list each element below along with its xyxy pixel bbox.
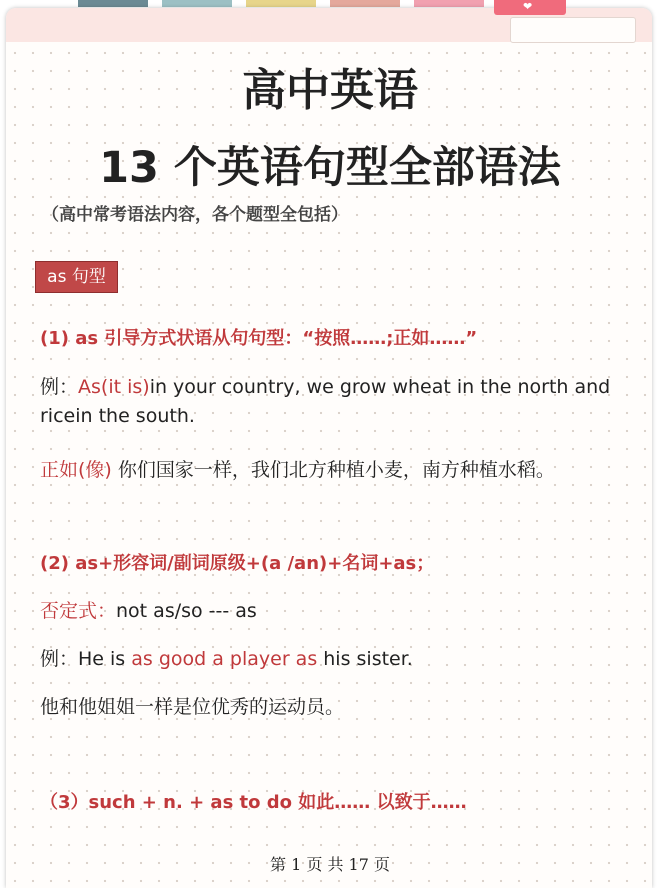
section-tag: as 句型 [35,261,118,293]
heart-icon: ❤ [523,0,533,13]
current-page-number: 1 [291,855,302,874]
tab-strip-5 [414,0,484,7]
example-rest: in your country, we grow wheat in the north and [149,376,611,398]
tab-strip-4 [330,0,400,7]
example-rest: his sister. [317,648,413,670]
section-3-heading: （3）such + n. + as to do 如此…… 以致于…… [40,792,467,813]
total-page-count: 17 [348,855,369,874]
negative-label: 否定式： [40,600,117,622]
section-1-heading: (1) as 引导方式状语从句句型：“按照……;正如……” [40,328,478,349]
translation-highlight: 正如(像) [40,459,112,481]
header-label-box [510,17,636,43]
section-2-heading: (2) as+形容词/副词原级+(a /an)+名词+as； [40,553,435,574]
example-prefix: 例： [40,376,79,398]
example-highlight: As(it is) [78,376,150,398]
section-2-negative [40,596,257,623]
page-subtitle-main: 13 个英语句型全部语法 [99,143,561,193]
tab-strip-2 [162,0,232,7]
bookmark-ribbon [494,0,566,15]
example-highlight: as good a player as [131,648,318,670]
footer-text-1: 第 [270,855,292,874]
footer-text-3: 页 [368,855,390,874]
section-2-example [40,644,413,671]
section-1-translation [40,455,555,482]
tab-strip-3 [246,0,316,7]
negative-form: not as/so --- as [116,600,257,622]
translation-rest: 你们国家一样，我们北方种植小麦，南方种植水稻。 [111,459,555,481]
tab-strip-1 [78,0,148,7]
subtitle-note: （高中常考语法内容，各个题型全包括） [42,205,348,225]
footer-text-2: 页 共 [301,855,349,874]
page-title: 高中英语 [242,65,418,116]
section-1-example [40,372,610,399]
section-1-example-cont: ricein the south. [40,405,195,427]
page-number-footer [0,852,660,875]
section-2-translation: 他和他姐姐一样是位优秀的运动员。 [40,696,345,718]
example-prefix: 例：He is [40,648,132,670]
